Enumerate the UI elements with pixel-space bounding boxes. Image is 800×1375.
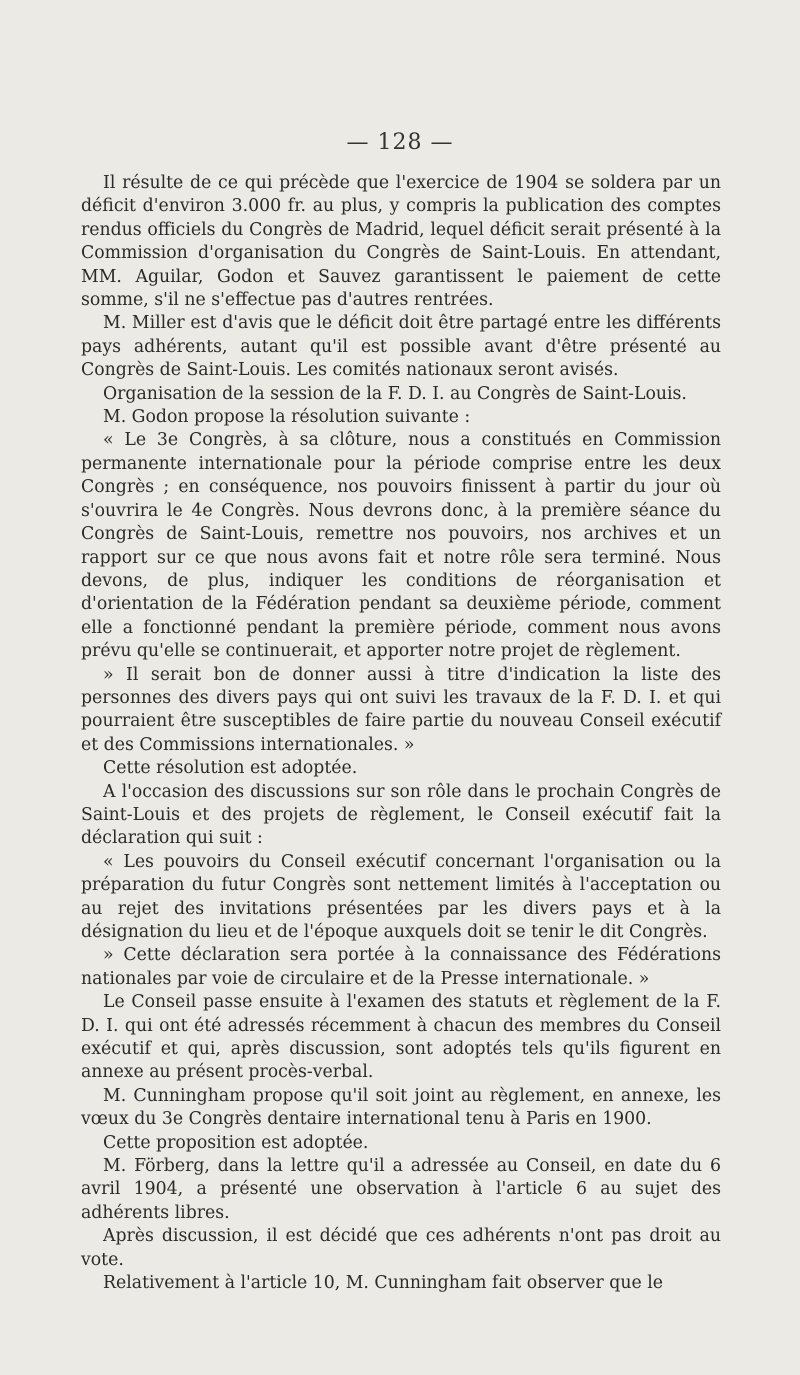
paragraph: Il résulte de ce qui précède que l'exercice de 1904 se soldera par un déficit d'environ 3.000 fr. au plus, y compris la publication des comptes rendus officiels du Congrès de Madrid, lequel déficit serait présenté à la Commission d'organisation du Congrès de Saint-Louis. En attendant, MM. Aguilar, Godon et Sauvez garantissent le paiement de cette somme, s'il ne s'effectue pas d'autres rentrées.	[81, 173, 721, 311]
paragraph: Le Conseil passe ensuite à l'examen des statuts et règlement de la F. D. I. qui ont été adressés récemment à chacun des membres du Conseil exécutif et qui, après discussion, sont adoptés tels qu'ils figurent en annexe au présent procès-verbal.	[81, 992, 721, 1083]
paragraph: M. Förberg, dans la lettre qu'il a adressée au Conseil, en date du 6 avril 1904, a présenté une observation à l'article 6 au sujet des adhérents libres.	[81, 1156, 721, 1223]
section-heading: Organisation de la session de la F. D. I. au Congrès de Saint-Louis.	[103, 383, 687, 404]
page-number: — 128 —	[346, 130, 454, 155]
paragraph: Après discussion, il est décidé que ces adhérents n'ont pas droit au vote.	[81, 1226, 721, 1270]
quotation: » Cette déclaration sera portée à la connaissance des Fédérations nationales par voie de circulaire et de la Presse internationale. »	[81, 945, 721, 989]
quotation: « Les pouvoirs du Conseil exécutif concernant l'organisation ou la préparation du futur Congrès sont nettement limités à l'acceptation ou au rejet des invitations présentées par les divers pays et à la désignation du lieu et de l'époque auxquels doit se tenir le dit Congrès.	[81, 851, 721, 942]
paragraph: M. Cunningham propose qu'il soit joint au règlement, en annexe, les vœux du 3e Congrès dentaire international tenu à Paris en 1900.	[81, 1085, 721, 1130]
paragraph: Relativement à l'article 10, M. Cunningham fait observer que le	[103, 1273, 663, 1294]
paragraph: Cette résolution est adoptée.	[103, 758, 358, 779]
paragraph: A l'occasion des discussions sur son rôle dans le prochain Congrès de Saint-Louis et des projets de règlement, le Conseil exécutif fait la déclaration qui suit :	[81, 781, 721, 849]
paragraph: M. Godon propose la résolution suivante :	[103, 407, 471, 428]
quotation: » Il serait bon de donner aussi à titre d'indication la liste des personnes des divers pays qui ont suivi les travaux de la F. D. I. et qui pourraient être susceptibles de faire partie du nouveau Conseil exécutif et des Commissions internationales. »	[81, 664, 721, 755]
paragraph: M. Miller est d'avis que le déficit doit être partagé entre les différents pays adhérents, autant qu'il est possible avant d'être présenté au Congrès de Saint-Louis. Les comités nationaux seront avisés.	[81, 313, 721, 381]
quotation: « Le 3e Congrès, à sa clôture, nous a constitués en Commission permanente internationale pour la période comprise entre les deux Congrès ; en conséquence, nos pouvoirs finissent à partir du jour où s'ouvrira le 4e Congrès. Nous devrons donc, à la première séance du Congrès de Saint-Louis, remettre nos pouvoirs, nos archives et un rapport sur ce que nous avons fait et notre rôle sera terminé. Nous devons, de plus, indiquer les conditions de réorganisation et d'orientation de la Fédération pendant sa deuxième période, comment elle a fonctionné pendant la première période, comment nous avons prévu qu'elle se continuerait, et apporter notre projet de règlement.	[81, 430, 721, 662]
page-body	[81, 172, 721, 1296]
paragraph: Cette proposition est adoptée.	[103, 1132, 369, 1153]
